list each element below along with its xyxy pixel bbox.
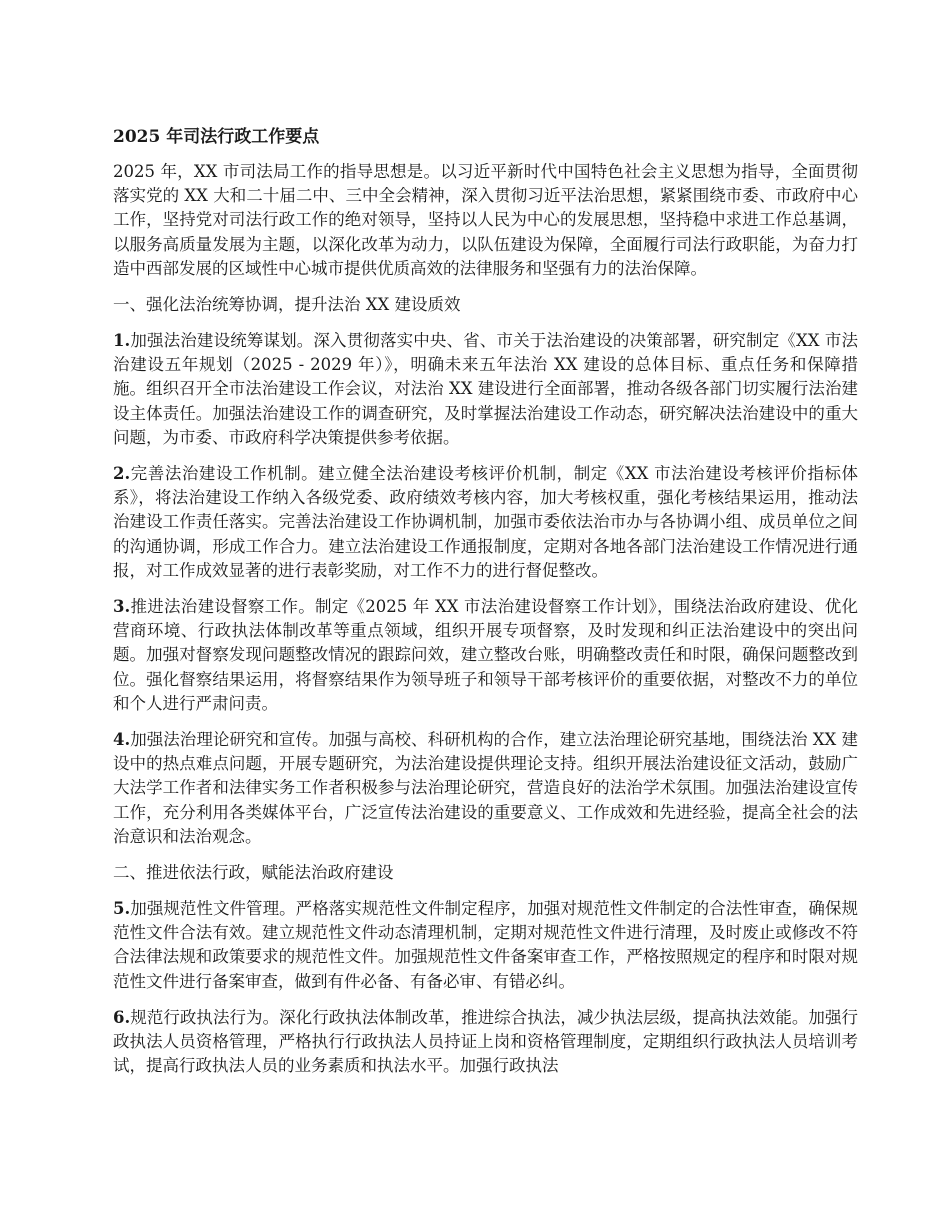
document-title: 2025 年司法行政工作要点 — [113, 127, 320, 147]
item-number: 1. — [113, 331, 131, 351]
list-item — [113, 462, 858, 583]
item-text: 完善法治建设工作机制。建立健全法治建设考核评价机制，制定《XX 市法治建设考核评价指标体系》，将法治建设工作纳入各级党委、政府绩效考核内容，加大考核权重，强化考核结果运用，推动法治建设工作责任落实。完善法治建设工作协调机制，加强市委依法治市办与各协调小组、成员单位之间的沟通协调，形成工作合力。建立法治建设工作通报制度，定期对各地各部门法治建设工作情况进行通报，对工作成效显著的进行表彰奖励，对工作不力的进行督促整改。 — [113, 464, 858, 580]
item-text: 加强法治理论研究和宣传。加强与高校、科研机构的合作，建立法治理论研究基地，围绕法治 XX 建设中的热点难点问题，开展专题研究，为法治建设提供理论支持。组织开展法治建设征文活动，鼓励广大法学工作者和法律实务工作者积极参与法治理论研究，营造良好的法治学术氛围。加强法治建设宣传工作，充分利用各类媒体平台，广泛宣传法治建设的重要意义、工作成效和先进经验，提高全社会的法治意识和法治观念。 — [113, 730, 858, 846]
document-page — [113, 124, 858, 1091]
section-heading-2: 二、推进依法行政，赋能法治政府建设 — [113, 863, 394, 883]
list-item — [113, 1006, 858, 1079]
intro-paragraph: 2025 年，XX 市司法局工作的指导思想是。以习近平新时代中国特色社会主义思想为指导，全面贯彻落实党的 XX 大和二十届二中、三中全会精神，深入贯彻习近平法治思想，紧紧围绕市委、市政府中心工作，坚持党对司法行政工作的绝对领导，坚持以人民为中心的发展思想，坚持稳中求进工作总基调，以服务高质量发展为主题，以深化改革为动力，以队伍建设为保障，全面履行司法行政职能，为奋力打造中西部发展的区域性中心城市提供优质高效的法律服务和坚强有力的法治保障。 — [113, 162, 858, 278]
item-text: 规范行政执法行为。深化行政执法体制改革，推进综合执法，减少执法层级，提高执法效能。加强行政执法人员资格管理，严格执行行政执法人员持证上岗和资格管理制度，定期组织行政执法人员培训考试，提高行政执法人员的业务素质和执法水平。加强行政执法 — [113, 1007, 858, 1076]
item-number: 2. — [113, 464, 131, 484]
item-number: 5. — [113, 899, 131, 919]
item-text: 加强法治建设统筹谋划。深入贯彻落实中央、省、市关于法治建设的决策部署，研究制定《XX 市法治建设五年规划（2025 - 2029 年）》，明确未来五年法治 XX 建设的总体目标、重点任务和保障措施。组织召开全市法治建设工作会议，对法治 XX 建设进行全面部署，推动各级各部门切实履行法治建设主体责任。加强法治建设工作的调查研究，及时掌握法治建设工作动态，研究解决法治建设中的重大问题，为市委、市政府科学决策提供参考依据。 — [113, 331, 858, 447]
item-text: 加强规范性文件管理。严格落实规范性文件制定程序，加强对规范性文件制定的合法性审查，确保规范性文件合法有效。建立规范性文件动态清理机制，定期对规范性文件进行清理，及时废止或修改不符合法律法规和政策要求的规范性文件。加强规范性文件备案审查工作，严格按照规定的程序和时限对规范性文件进行备案审查，做到有件必备、有备必审、有错必纠。 — [113, 899, 858, 991]
item-number: 3. — [113, 597, 131, 617]
item-number: 6. — [113, 1007, 131, 1027]
item-text: 推进法治建设督察工作。制定《2025 年 XX 市法治建设督察工作计划》，围绕法治政府建设、优化营商环境、行政执法体制改革等重点领域，组织开展专项督察，及时发现和纠正法治建设中的突出问题。加强对督察发现问题整改情况的跟踪问效，建立整改台账，明确整改责任和时限，确保问题整改到位。强化督察结果运用，将督察结果作为领导班子和领导干部考核评价的重要依据，对整改不力的单位和个人进行严肃问责。 — [113, 597, 858, 713]
list-item — [113, 595, 858, 716]
item-number: 4. — [113, 730, 131, 750]
list-item — [113, 728, 858, 849]
list-item — [113, 897, 858, 994]
section-heading-1: 一、强化法治统筹协调，提升法治 XX 建设质效 — [113, 295, 461, 315]
list-item — [113, 329, 858, 450]
